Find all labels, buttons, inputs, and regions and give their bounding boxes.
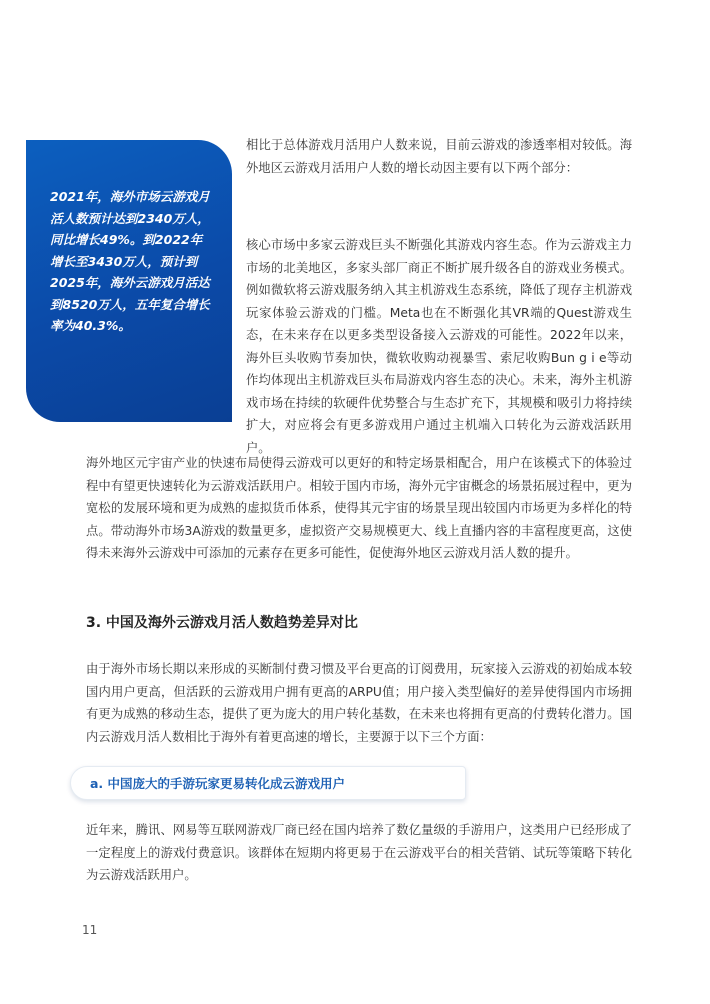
callout-text: 2021年，海外市场云游戏月活人数预计达到2340万人，同比增长49%。到2022年增长至3430万人，预计到2025年，海外云游戏月活达到8520万人，五年复合增长率为40.3%。 xyxy=(50,189,210,333)
intro-paragraph: 相比于总体游戏月活用户人数来说，目前云游戏的渗透率相对较低。海外地区云游戏月活用户人数的增长动因主要有以下两个部分： xyxy=(246,138,632,175)
metaverse-paragraph: 海外地区元宇宙产业的快速布局使得云游戏可以更好的和特定场景相配合，用户在该模式下的体验过程中有望更快速转化为云游戏活跃用户。相较于国内市场，海外元宇宙概念的场景拓展过程中，更为宽松的发展环境和更为成熟的虚拟货币体系，使得其元宇宙的场景呈现出较国内市场更为多样化的特点。带动海外市场3A游戏的数量更多，虚拟资产交易规模更大、线上直播内容的丰富程度更高，这使得未来海外云游戏中可添加的元素存在更多可能性，促使海外地区云游戏月活人数的提升。 xyxy=(86,456,632,560)
subheading-text: a. 中国庞大的手游玩家更易转化成云游戏用户 xyxy=(90,776,346,791)
core-market-paragraph: 核心市场中多家云游戏巨头不断强化其游戏内容生态。作为云游戏主力市场的北美地区，多家头部厂商正不断扩展升级各自的游戏业务模式。例如微软将云游戏服务纳入其主机游戏生态系统，降低了现存主机游戏玩家体验云游戏的门槛。Meta也在不断强化其VR端的Quest游戏生态，在未来存在以更多类型设备接入云游戏的可能性。2022年以来，海外巨头收购节奏加快，微软收购动视暴雪、索尼收购Bun g i e等动作均体现出主机游戏巨头布局游戏内容生态的决心。未来，海外主机游戏市场在持续的软硬件优势整合与生态扩充下，其规模和吸引力将持续扩大，对应将会有更多游戏用户通过主机端入口转化为云游戏活跃用户。 xyxy=(246,238,632,455)
subheading-box xyxy=(70,766,466,800)
comparison-paragraph: 由于海外市场长期以来形成的买断制付费习惯及平台更高的订阅费用，玩家接入云游戏的初始成本较国内用户更高，但活跃的云游戏用户拥有更高的ARPU值；用户接入类型偏好的差异使得国内市场拥有更为成熟的移动生态，提供了更为庞大的用户转化基数，在未来也将拥有更高的付费转化潜力。国内云游戏月活人数相比于海外有着更高速的增长，主要源于以下三个方面： xyxy=(86,662,632,744)
mobile-users-paragraph: 近年来，腾讯、网易等互联网游戏厂商已经在国内培养了数亿量级的手游用户，这类用户已经形成了一定程度上的游戏付费意识。该群体在短期内将更易于在云游戏平台的相关营销、试玩等策略下转化为云游戏活跃用户。 xyxy=(86,823,632,882)
page-number: 11 xyxy=(82,923,98,937)
section-heading: 3. 中国及海外云游戏月活人数趋势差异对比 xyxy=(86,615,358,631)
highlight-callout xyxy=(26,140,232,422)
